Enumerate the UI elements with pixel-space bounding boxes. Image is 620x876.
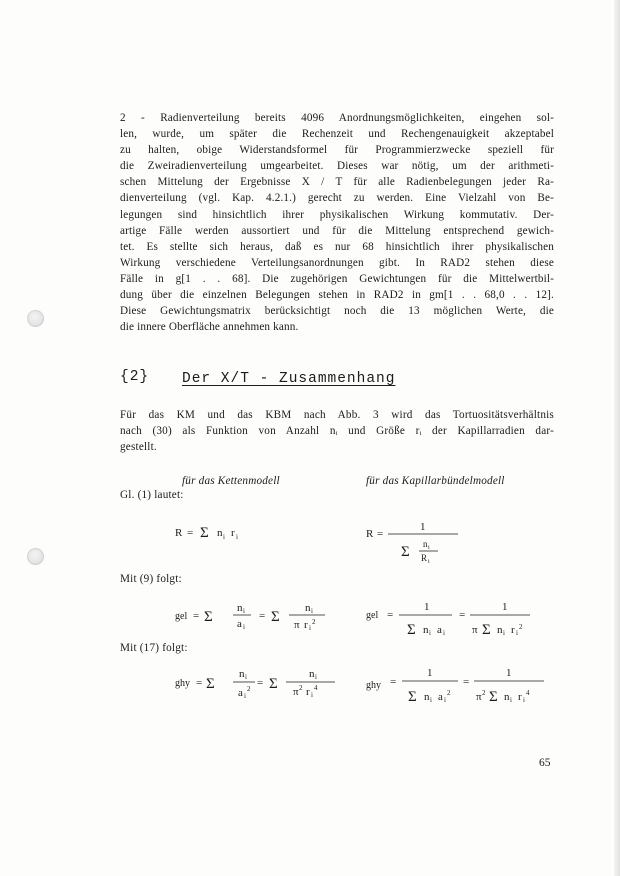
f-eq: = bbox=[390, 676, 397, 688]
f-eq: = bbox=[259, 610, 266, 622]
f-i: i bbox=[223, 533, 225, 541]
f-sum: Σ bbox=[407, 622, 416, 638]
f-i: i bbox=[315, 673, 317, 681]
intro-paragraph bbox=[120, 407, 554, 455]
f-R: R bbox=[366, 528, 374, 540]
body-line: Diese Gewichtungsmatrix berücksichtigt noch die 13 möglichen Werte, die bbox=[120, 305, 554, 318]
f-i: i bbox=[428, 545, 430, 551]
f-i: i bbox=[243, 607, 245, 615]
f-r: r bbox=[306, 686, 310, 698]
f-ghy: ghy bbox=[366, 680, 381, 691]
f-sum: Σ bbox=[408, 689, 417, 705]
f-exp-2: 2 bbox=[299, 684, 303, 692]
f-pi: π bbox=[294, 619, 300, 631]
f-exp-2: 2 bbox=[519, 623, 523, 631]
f-one: 1 bbox=[502, 601, 508, 613]
label-eq1: Gl. (1) lautet: bbox=[120, 489, 184, 501]
f-gel: gel bbox=[366, 610, 379, 621]
body-line: len, wurde, um später die Rechenzeit und Rechengenauigkeit akzeptabel bbox=[120, 128, 554, 141]
body-line: die innere Oberfläche annehmen kann. bbox=[120, 321, 299, 334]
f-i: i bbox=[309, 624, 311, 632]
formula-R-bundle bbox=[366, 519, 466, 569]
f-eq: = bbox=[193, 610, 200, 622]
f-exp-2: 2 bbox=[247, 685, 251, 693]
f-exp-2: 2 bbox=[482, 689, 486, 697]
f-i: i bbox=[244, 692, 246, 700]
f-one: 1 bbox=[424, 601, 430, 613]
f-n: n bbox=[305, 602, 311, 614]
f-a: a bbox=[237, 618, 242, 630]
f-n: n bbox=[504, 691, 510, 703]
f-n: n bbox=[217, 527, 223, 539]
label-eq17: Mit (17) folgt: bbox=[120, 642, 188, 654]
formula-gel-chain bbox=[175, 599, 335, 635]
f-sum: Σ bbox=[269, 676, 278, 692]
f-r: r bbox=[518, 691, 522, 703]
body-line: schen Mittelung der Ergebnisse X / T für alle Radienbelegungen jeder Ra- bbox=[120, 176, 554, 189]
f-sum: Σ bbox=[271, 609, 280, 625]
f-eq: = bbox=[463, 676, 470, 688]
f-pi: π bbox=[293, 686, 299, 698]
f-eq: = bbox=[387, 609, 394, 621]
page-edge bbox=[614, 0, 620, 876]
f-eq: = bbox=[459, 609, 466, 621]
label-eq9: Mit (9) folgt: bbox=[120, 573, 182, 585]
f-pi: π bbox=[476, 691, 482, 703]
f-exp-4: 4 bbox=[314, 684, 318, 692]
punch-hole-upper bbox=[27, 310, 44, 327]
f-ghy: ghy bbox=[175, 678, 190, 689]
f-i: i bbox=[429, 629, 431, 637]
punch-hole-lower bbox=[27, 548, 44, 565]
f-r: r bbox=[304, 619, 308, 631]
f-a: a bbox=[438, 691, 443, 703]
f-i: i bbox=[444, 696, 446, 704]
f-R: R bbox=[175, 527, 183, 539]
f-i: i bbox=[523, 696, 525, 704]
f-r: r bbox=[231, 527, 235, 539]
f-sum: Σ bbox=[401, 544, 410, 560]
f-one: 1 bbox=[420, 521, 426, 533]
f-i: i bbox=[243, 623, 245, 631]
f-i: i bbox=[428, 559, 430, 565]
f-one: 1 bbox=[427, 667, 433, 679]
body-paragraph bbox=[120, 110, 554, 335]
f-eq: = bbox=[257, 677, 264, 689]
body-line: legungen sind hinsichtlich ihrer physikalischen Wirkung kommutativ. Der- bbox=[120, 208, 554, 221]
body-line: artige Fälle werden aussortiert und für die Mittelung entsprechend gewich- bbox=[120, 224, 554, 237]
f-i: i bbox=[311, 607, 313, 615]
column-header-chain-model: für das Kettenmodell bbox=[182, 475, 280, 487]
formula-ghy-chain bbox=[175, 664, 345, 704]
body-line: 2 - Radienverteilung bereits 4096 Anordnungsmöglichkeiten, eingehen sol- bbox=[120, 112, 554, 124]
f-i: i bbox=[503, 629, 505, 637]
f-i: i bbox=[311, 691, 313, 699]
f-i: i bbox=[516, 629, 518, 637]
f-i: i bbox=[510, 696, 512, 704]
f-sum: Σ bbox=[200, 525, 209, 541]
f-sum: Σ bbox=[489, 689, 498, 705]
f-r: r bbox=[511, 624, 515, 636]
body-line: zu halten, obige Widerstandsformel für Programmierzwecke speziell für bbox=[120, 144, 554, 157]
f-sum: Σ bbox=[482, 622, 491, 638]
f-exp-2: 2 bbox=[447, 689, 451, 697]
f-n: n bbox=[423, 624, 429, 636]
f-n: n bbox=[239, 668, 245, 680]
f-Ri: R bbox=[421, 553, 428, 563]
column-header-bundle-model: für das Kapillarbündelmodell bbox=[366, 475, 505, 487]
f-i: i bbox=[430, 696, 432, 704]
f-n: n bbox=[309, 668, 315, 680]
f-one: 1 bbox=[506, 667, 512, 679]
f-sum: Σ bbox=[206, 676, 215, 692]
page-number: 65 bbox=[539, 757, 551, 769]
f-pi: π bbox=[472, 624, 478, 636]
formula-R-chain bbox=[175, 520, 285, 544]
f-i: i bbox=[236, 533, 238, 541]
f-n: n bbox=[237, 602, 243, 614]
f-n: n bbox=[497, 624, 503, 636]
f-n: n bbox=[423, 539, 428, 549]
f-eq: = bbox=[196, 677, 203, 689]
f-eq: = bbox=[377, 528, 384, 540]
intro-line: nach (30) als Funktion von Anzahl nᵢ und Größe rᵢ der Kapillarradien dar- bbox=[120, 425, 554, 437]
body-line: dung über die einzelnen Belegungen stehen in RAD2 in gm[1 . . 68,0 . . 12]. bbox=[120, 289, 554, 302]
f-a: a bbox=[437, 624, 442, 636]
formula-gel-bundle bbox=[366, 598, 546, 640]
body-line: dienverteilung (vgl. Kap. 4.2.1.) gerecht zu werden. Eine Vielzahl von Be- bbox=[120, 192, 554, 205]
f-i: i bbox=[245, 673, 247, 681]
body-line: tet. Es stellte sich heraus, daß es nur 68 hinsichtlich ihrer physikalischen bbox=[120, 240, 554, 253]
body-line: die Zweiradienverteilung umgearbeitet. Dieses war nötig, um der arithmeti- bbox=[120, 160, 554, 173]
body-line: Fälle in g[1 . . 68]. Die zugehörigen Gewichtungen für die Mittelwertbil- bbox=[120, 272, 554, 285]
intro-line: Für das KM und das KBM nach Abb. 3 wird das Tortuositätsverhältnis bbox=[120, 409, 554, 421]
intro-line: gestellt. bbox=[120, 441, 157, 453]
f-exp-4: 4 bbox=[526, 689, 530, 697]
section-title: Der X/T - Zusammenhang bbox=[182, 371, 396, 387]
f-exp-2: 2 bbox=[312, 618, 316, 626]
formula-ghy-bundle bbox=[366, 664, 556, 710]
f-a: a bbox=[238, 687, 243, 699]
f-i: i bbox=[443, 629, 445, 637]
f-n: n bbox=[424, 691, 430, 703]
section-heading bbox=[120, 369, 560, 391]
section-number: {2} bbox=[120, 369, 150, 385]
f-sum: Σ bbox=[204, 609, 213, 625]
f-gel: gel bbox=[175, 611, 188, 622]
body-line: Wirkung verschiedene Verteilungsanordnungen gibt. In RAD2 stehen diese bbox=[120, 256, 554, 269]
f-eq: = bbox=[187, 527, 194, 539]
